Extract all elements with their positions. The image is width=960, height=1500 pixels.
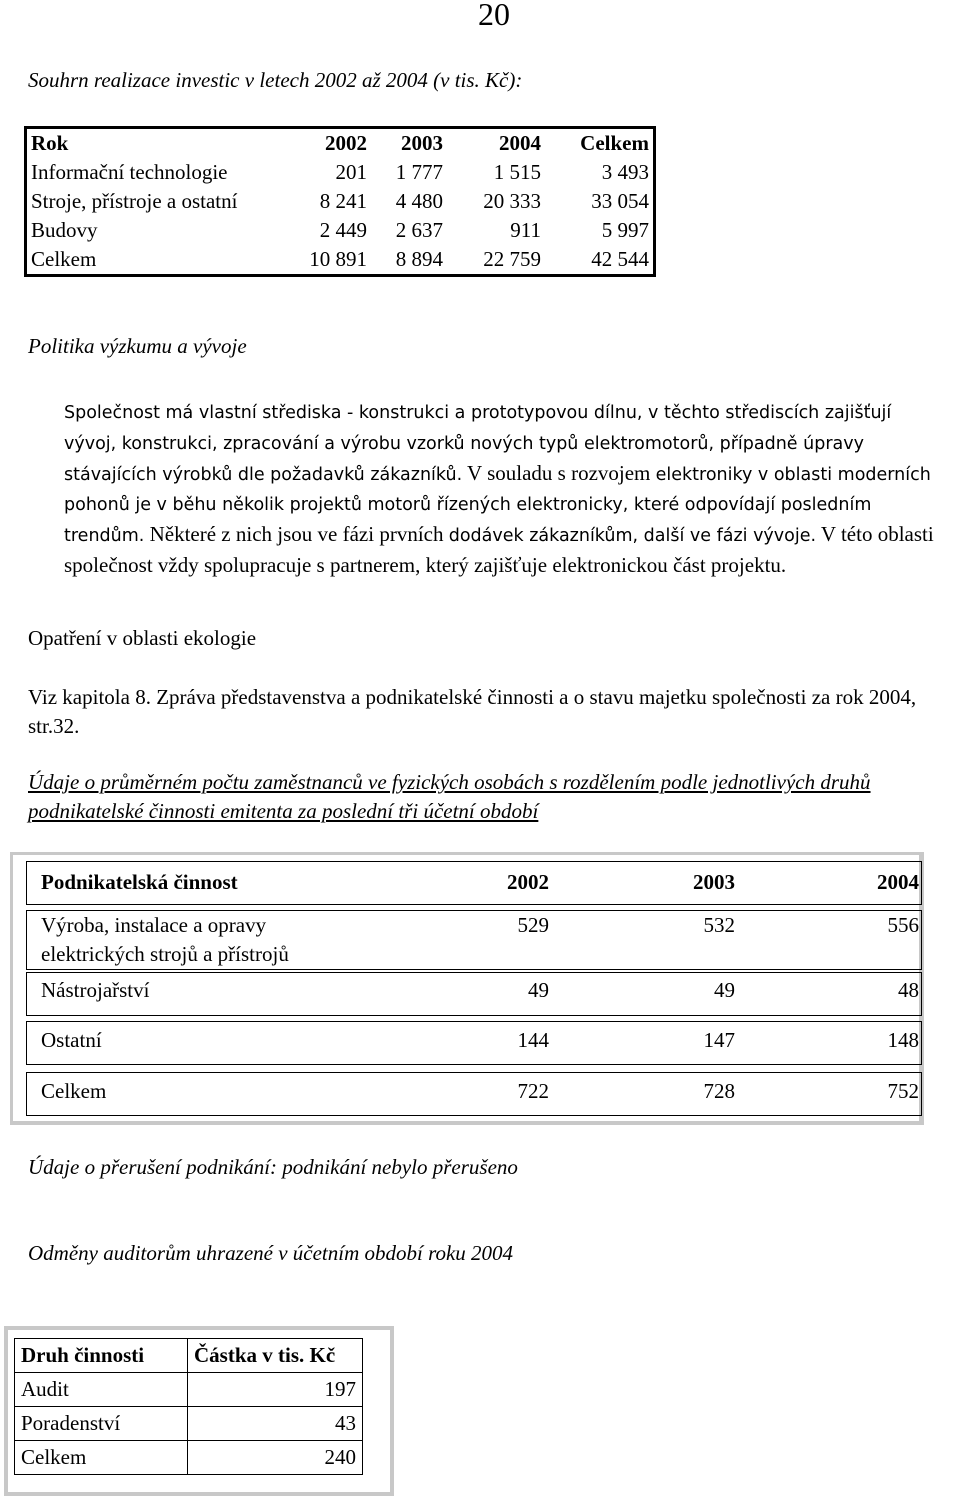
table-cell: 529 <box>517 913 549 937</box>
table-cell: 8 894 <box>395 247 443 271</box>
employees-table <box>13 855 919 1121</box>
row-label: Budovy <box>31 218 98 242</box>
table-row <box>26 158 655 187</box>
table-cell: 144 <box>517 1028 549 1052</box>
row-label: Audit <box>15 1373 188 1407</box>
table-cell: 8 241 <box>319 189 367 213</box>
table-row <box>26 216 655 245</box>
table-cell: 49 <box>714 978 735 1002</box>
row-label: Ostatní <box>41 1028 102 1052</box>
research-text: dodávek zákazníkům, další ve fázi vývoje. <box>448 526 817 547</box>
research-paragraph <box>64 397 944 580</box>
table-cell: 722 <box>517 1079 549 1103</box>
table-row <box>15 1441 363 1475</box>
auditors-table <box>14 1338 363 1475</box>
table-cell: 240 <box>188 1441 363 1475</box>
header-cell: 2002 <box>507 870 549 894</box>
header-cell: Částka v tis. Kč <box>188 1339 363 1373</box>
table-cell: 42 544 <box>591 247 649 271</box>
table-cell: 20 333 <box>483 189 541 213</box>
table-cell: 532 <box>703 913 735 937</box>
table-cell: 3 493 <box>601 160 649 184</box>
research-text: V souladu s rozvojem <box>462 460 651 485</box>
row-label: Výroba, instalace a opravy <box>41 913 267 937</box>
table-cell: 752 <box>887 1079 919 1103</box>
table-row <box>26 910 922 970</box>
header-cell: Rok <box>31 131 69 155</box>
table-cell: 197 <box>188 1373 363 1407</box>
header-cell: 2003 <box>401 131 443 155</box>
table-header-row <box>26 861 922 905</box>
table-cell: 48 <box>898 978 919 1002</box>
investments-table <box>24 126 656 277</box>
research-text: Společnost má vlastní střediska - konstrukci a prototypovou dílnu, v těchto střediscích zajišťují vývoj, konstrukci, zpracování a výrobu vzorků nových typů elektromotorů, případně úpravy stávajících výrobků dle požadavků zákazníků. <box>64 403 892 485</box>
page-number: 20 <box>478 0 510 32</box>
table-row <box>26 245 655 276</box>
table-cell: 5 997 <box>601 218 649 242</box>
table-row <box>15 1407 363 1441</box>
table-cell: 43 <box>188 1407 363 1441</box>
table-row <box>15 1373 363 1407</box>
table-row <box>26 187 655 216</box>
research-text: V této oblasti společnost vždy spolupracuje s partnerem, který zajišťuje elektronickou část projektu. <box>64 522 934 577</box>
header-cell: 2004 <box>499 131 541 155</box>
table-row <box>26 972 922 1016</box>
row-label: Celkem <box>31 247 97 271</box>
research-text: Některé z nich jsou ve fázi prvních <box>144 522 444 547</box>
table-cell: 4 480 <box>395 189 443 213</box>
table-cell: 556 <box>887 913 919 937</box>
interruption-text: Údaje o přerušení podnikání: podnikání nebylo přerušeno <box>28 1155 518 1179</box>
table-cell: 147 <box>703 1028 735 1052</box>
row-label: Celkem <box>15 1441 188 1475</box>
table-cell: 49 <box>528 978 549 1002</box>
ecology-text: Viz kapitola 8. Zpráva představenstva a podnikatelské činnosti a o stavu majetku společnosti za rok 2004, str.32. <box>28 685 917 738</box>
auditors-heading: Odměny auditorům uhrazené v účetním období roku 2004 <box>28 1241 514 1265</box>
table-cell: 201 <box>335 160 367 184</box>
table-row <box>26 1072 922 1116</box>
row-label: Poradenství <box>15 1407 188 1441</box>
row-label: Nástrojařství <box>41 978 150 1002</box>
table-header-row <box>26 128 655 159</box>
table-cell: 148 <box>887 1028 919 1052</box>
row-label: elektrických strojů a přístrojů <box>41 942 289 966</box>
table-cell: 1 777 <box>395 160 443 184</box>
table-cell: 2 449 <box>319 218 367 242</box>
row-label: Stroje, přístroje a ostatní <box>31 189 238 213</box>
research-heading: Politika výzkumu a vývoje <box>28 334 247 358</box>
table-cell: 728 <box>703 1079 735 1103</box>
header-cell: Podnikatelská činnost <box>41 870 238 894</box>
table-cell: 1 515 <box>493 160 541 184</box>
header-cell: Druh činnosti <box>15 1339 188 1373</box>
table-cell: 2 637 <box>395 218 443 242</box>
header-cell: 2004 <box>877 870 919 894</box>
table-cell: 10 891 <box>309 247 367 271</box>
research-text: elektroniky v oblasti moderních pohonů je v běhu několik projektů motorů řízených elektronicky, které odpovídají posledním trendům. <box>64 464 931 547</box>
table-cell: 22 759 <box>483 247 541 271</box>
header-cell: Celkem <box>580 131 649 155</box>
header-cell: 2003 <box>693 870 735 894</box>
table-cell: 33 054 <box>591 189 649 213</box>
table-header-row <box>15 1339 363 1373</box>
header-cell: 2002 <box>325 131 367 155</box>
investments-title: Souhrn realizace investic v letech 2002 až 2004 (v tis. Kč): <box>28 68 523 92</box>
table-row <box>26 1021 922 1065</box>
table-cell: 911 <box>510 218 541 242</box>
row-label: Informační technologie <box>31 160 228 184</box>
row-label: Celkem <box>41 1079 107 1103</box>
employees-heading: Údaje o průměrném počtu zaměstnanců ve fyzických osobách s rozdělením podle jednotlivých druhů podnikatelské činnosti emitenta za poslední tři účetní období <box>28 770 871 823</box>
ecology-heading: Opatření v oblasti ekologie <box>28 626 257 650</box>
